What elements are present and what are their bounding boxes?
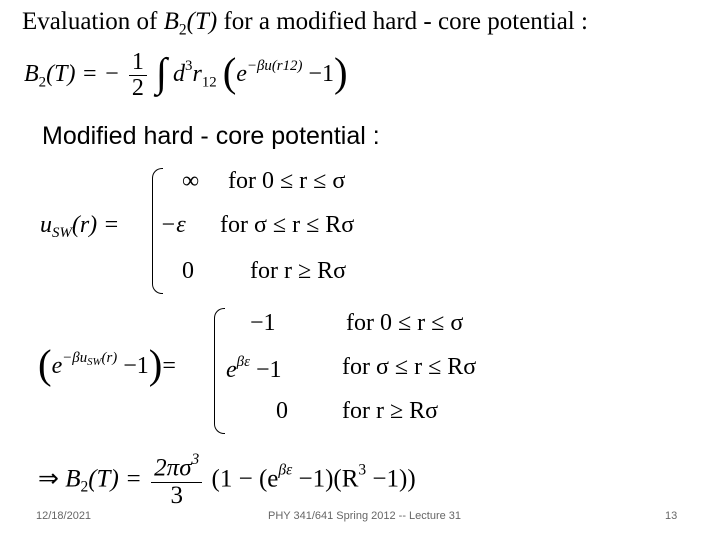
result-tail-2: −1)(R xyxy=(298,465,359,493)
mayer-open-paren: ( xyxy=(38,342,52,388)
result-frac-num-sup: 3 xyxy=(191,451,200,468)
heading-rest: for a modified hard - core potential : xyxy=(223,8,588,35)
b2-e: e xyxy=(236,61,247,88)
result-frac-den: 3 xyxy=(170,481,183,509)
b2-formula xyxy=(24,50,348,101)
heading-arg: (T) xyxy=(186,8,218,35)
mayer-e: e xyxy=(51,353,63,380)
integral-sign: ∫ xyxy=(155,50,168,96)
footer-date: 12/18/2021 xyxy=(36,510,92,522)
b2-frac-den: 2 xyxy=(131,75,144,102)
heading-sub: 2 xyxy=(178,21,187,39)
potential-case-cond-2: for σ ≤ r ≤ Rσ xyxy=(220,212,355,238)
b2-close-paren: ) xyxy=(333,50,348,96)
potential-case-cond-3: for r ≥ Rσ xyxy=(250,258,347,284)
b2-d: d xyxy=(173,61,186,88)
mayer-case-cond-2: for σ ≤ r ≤ Rσ xyxy=(342,354,477,380)
mayer-minus-one: −1 xyxy=(123,353,149,380)
mayer-case-cond-3: for r ≥ Rσ xyxy=(342,398,439,424)
footer-course: PHY 341/641 Spring 2012 -- Lecture 31 xyxy=(268,510,462,522)
result-tail-sup: βε xyxy=(278,461,293,479)
result-tail-1: (1 − (e xyxy=(211,465,279,493)
potential-case-value-1: ∞ xyxy=(182,168,200,194)
b2-exponent: −βu(r12) xyxy=(246,58,303,75)
potential-u: u xyxy=(40,212,52,238)
result-tail-3: −1)) xyxy=(372,465,416,493)
mayer-case2-e: e xyxy=(226,357,237,384)
potential-arg: (r) = xyxy=(71,212,120,238)
b2-r-sub: 12 xyxy=(201,74,217,91)
b2-lhs: B xyxy=(24,61,39,88)
result-tail-sup2: 3 xyxy=(358,461,367,479)
mayer-brace xyxy=(214,308,225,434)
mayer-exponent-sub: SW xyxy=(87,356,102,369)
mayer-equals: = xyxy=(162,353,176,380)
result-lhs: B xyxy=(65,465,81,493)
potential-case-value-3: 0 xyxy=(182,258,194,284)
mayer-close-paren: ) xyxy=(148,342,163,388)
heading-text: Evaluation of xyxy=(22,8,158,35)
footer-page-number: 13 xyxy=(665,510,678,522)
heading-symbol: B xyxy=(163,8,179,35)
result-lhs-sub: 2 xyxy=(80,478,89,496)
b2-minus-one: −1 xyxy=(308,61,334,88)
slide-heading xyxy=(22,8,588,39)
b2-open-paren: ( xyxy=(222,50,237,96)
b2-frac-num: 1 xyxy=(129,50,147,76)
b2-r: r xyxy=(192,61,202,88)
result-frac-num-text: 2πσ xyxy=(154,454,192,482)
result-fraction xyxy=(151,452,202,509)
mayer-case2-sup: βε xyxy=(236,354,250,370)
result-frac-num xyxy=(151,452,202,483)
subheading: Modified hard - core potential : xyxy=(42,122,380,150)
b2-lhs-arg: (T) = − xyxy=(46,61,120,88)
potential-case-value-2: −ε xyxy=(160,212,186,238)
b2-fraction xyxy=(129,50,147,101)
result-formula xyxy=(38,452,416,509)
mayer-case-value-3: 0 xyxy=(276,398,288,424)
mayer-case2-tail: −1 xyxy=(255,357,282,384)
implies-sign: ⇒ xyxy=(38,465,59,493)
potential-lhs xyxy=(40,212,119,242)
mayer-exponent: −βu xyxy=(62,350,88,366)
potential-sub: SW xyxy=(52,225,72,242)
mayer-case-cond-1: for 0 ≤ r ≤ σ xyxy=(346,310,464,336)
result-lhs-arg: (T) = xyxy=(88,465,142,493)
mayer-exponent-arg: (r) xyxy=(101,350,118,366)
mayer-case-value-1: −1 xyxy=(250,310,276,336)
potential-case-cond-1: for 0 ≤ r ≤ σ xyxy=(228,168,346,194)
b2-d-sup: 3 xyxy=(185,58,193,75)
mayer-lhs xyxy=(38,342,176,388)
mayer-case-value-2 xyxy=(226,354,281,384)
b2-lhs-sub: 2 xyxy=(38,74,47,91)
